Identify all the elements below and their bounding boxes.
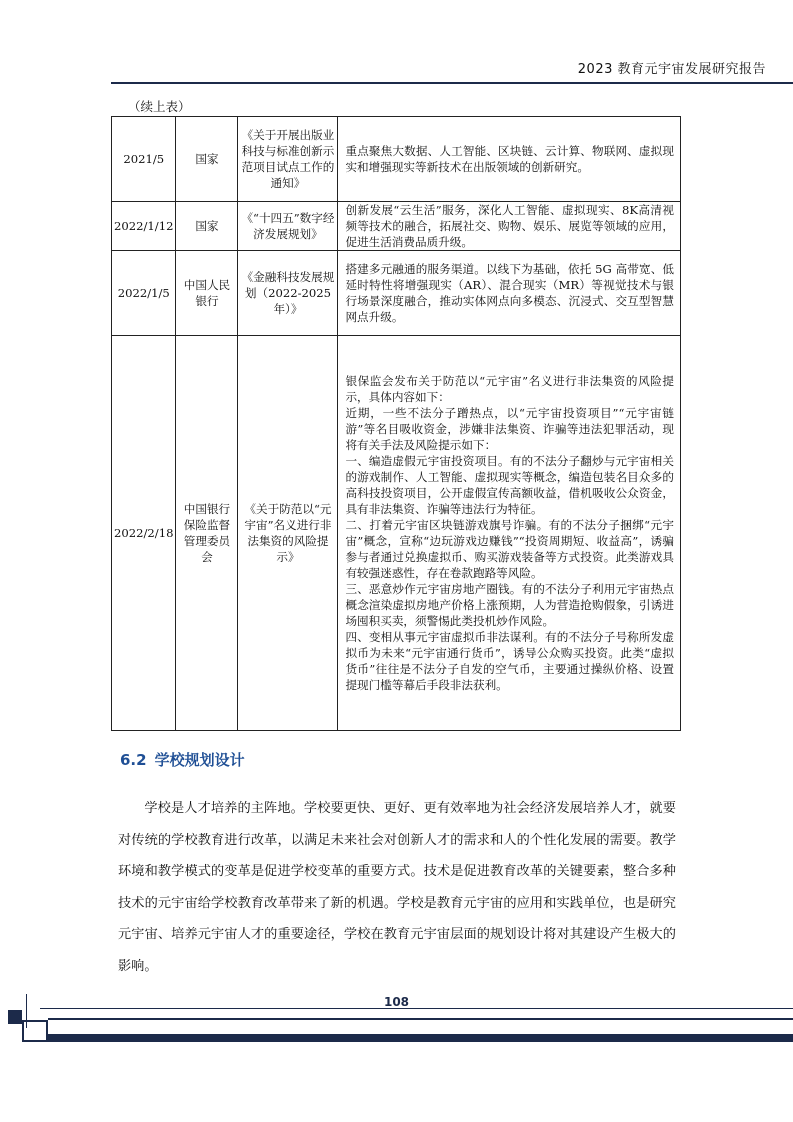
page-number: 108 (383, 995, 410, 1009)
issuer-cell: 国家 (176, 202, 238, 251)
issuer-cell: 中国银行保险监督管理委员会 (176, 336, 238, 731)
date-cell: 2021/5 (112, 117, 176, 202)
content-paragraph: 创新发展“云生活”服务，深化人工智能、虚拟现实、8K高清视频等技术的融合，拓展社交、购物、娱乐、展览等领域的应用，促进生活消费品质升级。 (345, 203, 674, 249)
section-heading (120, 749, 253, 770)
policy-title-cell: 《金融科技发展规划（2022-2025年）》 (238, 251, 338, 336)
header-rule (111, 82, 793, 84)
content-paragraph: 四、变相从事元宇宙虚拟币非法谋利。有的不法分子号称所发虚拟币为未来“元宇宙通行货币”，诱导公众购买投资。此类“虚拟货币”往往是不法分子自发的空气币，主要通过操纵价格、设置提现门槛等幕后手段非法获利。 (345, 630, 674, 692)
table-row (112, 117, 681, 202)
policy-title-cell: 《关于开展出版业科技与标准创新示范项目试点工作的通知》 (238, 117, 338, 202)
footer-decoration (8, 1010, 22, 1024)
date-cell: 2022/2/18 (112, 336, 176, 731)
table-row (112, 202, 681, 251)
date-cell: 2022/1/12 (112, 202, 176, 251)
date-cell: 2022/1/5 (112, 251, 176, 336)
footer-decoration (48, 1018, 793, 1020)
policy-table (111, 116, 681, 731)
section-number: 6.2 (120, 751, 147, 769)
page-footer (0, 990, 793, 1060)
policy-title-cell: 《“十四五”数字经济发展规划》 (238, 202, 338, 251)
content-cell (338, 251, 681, 336)
issuer-cell: 中国人民银行 (176, 251, 238, 336)
content-paragraph: 二、打着元宇宙区块链游戏旗号诈骗。有的不法分子捆绑“元宇宙”概念，宣称“边玩游戏边赚钱”“投资周期短、收益高”，诱骗参与者通过兑换虚拟币、购买游戏装备等方式投资。此类游戏具有较强迷惑性，存在卷款跑路等风险。 (345, 518, 674, 580)
content-paragraph: 银保监会发布关于防范以“元宇宙”名义进行非法集资的风险提示，具体内容如下： (345, 374, 674, 404)
table-row (112, 251, 681, 336)
table-row (112, 336, 681, 731)
footer-decoration (48, 1034, 793, 1042)
content-paragraph: 三、恶意炒作元宇宙房地产圈钱。有的不法分子利用元宇宙热点概念渲染虚拟房地产价格上涨预期，人为营造抢购假象，引诱进场囤积买卖，须警惕此类投机炒作风险。 (345, 582, 674, 628)
footer-decoration (22, 1020, 48, 1042)
content-cell (338, 336, 681, 731)
section-title: 学校规划设计 (154, 751, 245, 769)
issuer-cell: 国家 (176, 117, 238, 202)
content-paragraph: 一、编造虚假元宇宙投资项目。有的不法分子翻炒与元宇宙相关的游戏制作、人工智能、虚拟现实等概念，编造包装名目众多的高科技投资项目，公开虚假宣传高额收益，借机吸收公众资金，具有非法集资、诈骗等违法行为特征。 (345, 454, 674, 516)
body-paragraph: 学校是人才培养的主阵地。学校要更快、更好、更有效率地为社会经济发展培养人才，就要对传统的学校教育进行改革，以满足未来社会对创新人才的需求和人的个性化发展的需要。教学环境和教学模式的变革是促进学校变革的重要方式。技术是促进教育改革的关键要素，整合多种技术的元宇宙给学校教育改革带来了新的机遇。学校是教育元宇宙的应用和实践单位，也是研究元宇宙、培养元宇宙人才的重要途径，学校在教育元宇宙层面的规划设计将对其建设产生极大的影响。 (118, 801, 676, 974)
report-title: 2023 教育元宇宙发展研究报告 (577, 62, 766, 77)
content-paragraph: 搭建多元融通的服务渠道。以线下为基础，依托 5G 高带宽、低延时特性将增强现实（AR）、混合现实（MR）等视觉技术与银行场景深度融合，推动实体网点向多模态、沉浸式、交互型智慧网点升级。 (345, 262, 674, 324)
content-cell (338, 117, 681, 202)
content-cell (338, 202, 681, 251)
policy-title-cell: 《关于防范以“元宇宙”名义进行非法集资的风险提示》 (238, 336, 338, 731)
content-paragraph: 重点聚焦大数据、人工智能、区块链、云计算、物联网、虚拟现实和增强现实等新技术在出版领域的创新研究。 (345, 144, 674, 174)
table-continued-label: （续上表） (128, 99, 191, 114)
content-paragraph: 近期，一些不法分子蹭热点，以“元宇宙投资项目”“元宇宙链游”等名目吸收资金，涉嫌非法集资、诈骗等违法犯罪活动，现将有关手法及风险提示如下： (345, 406, 674, 452)
